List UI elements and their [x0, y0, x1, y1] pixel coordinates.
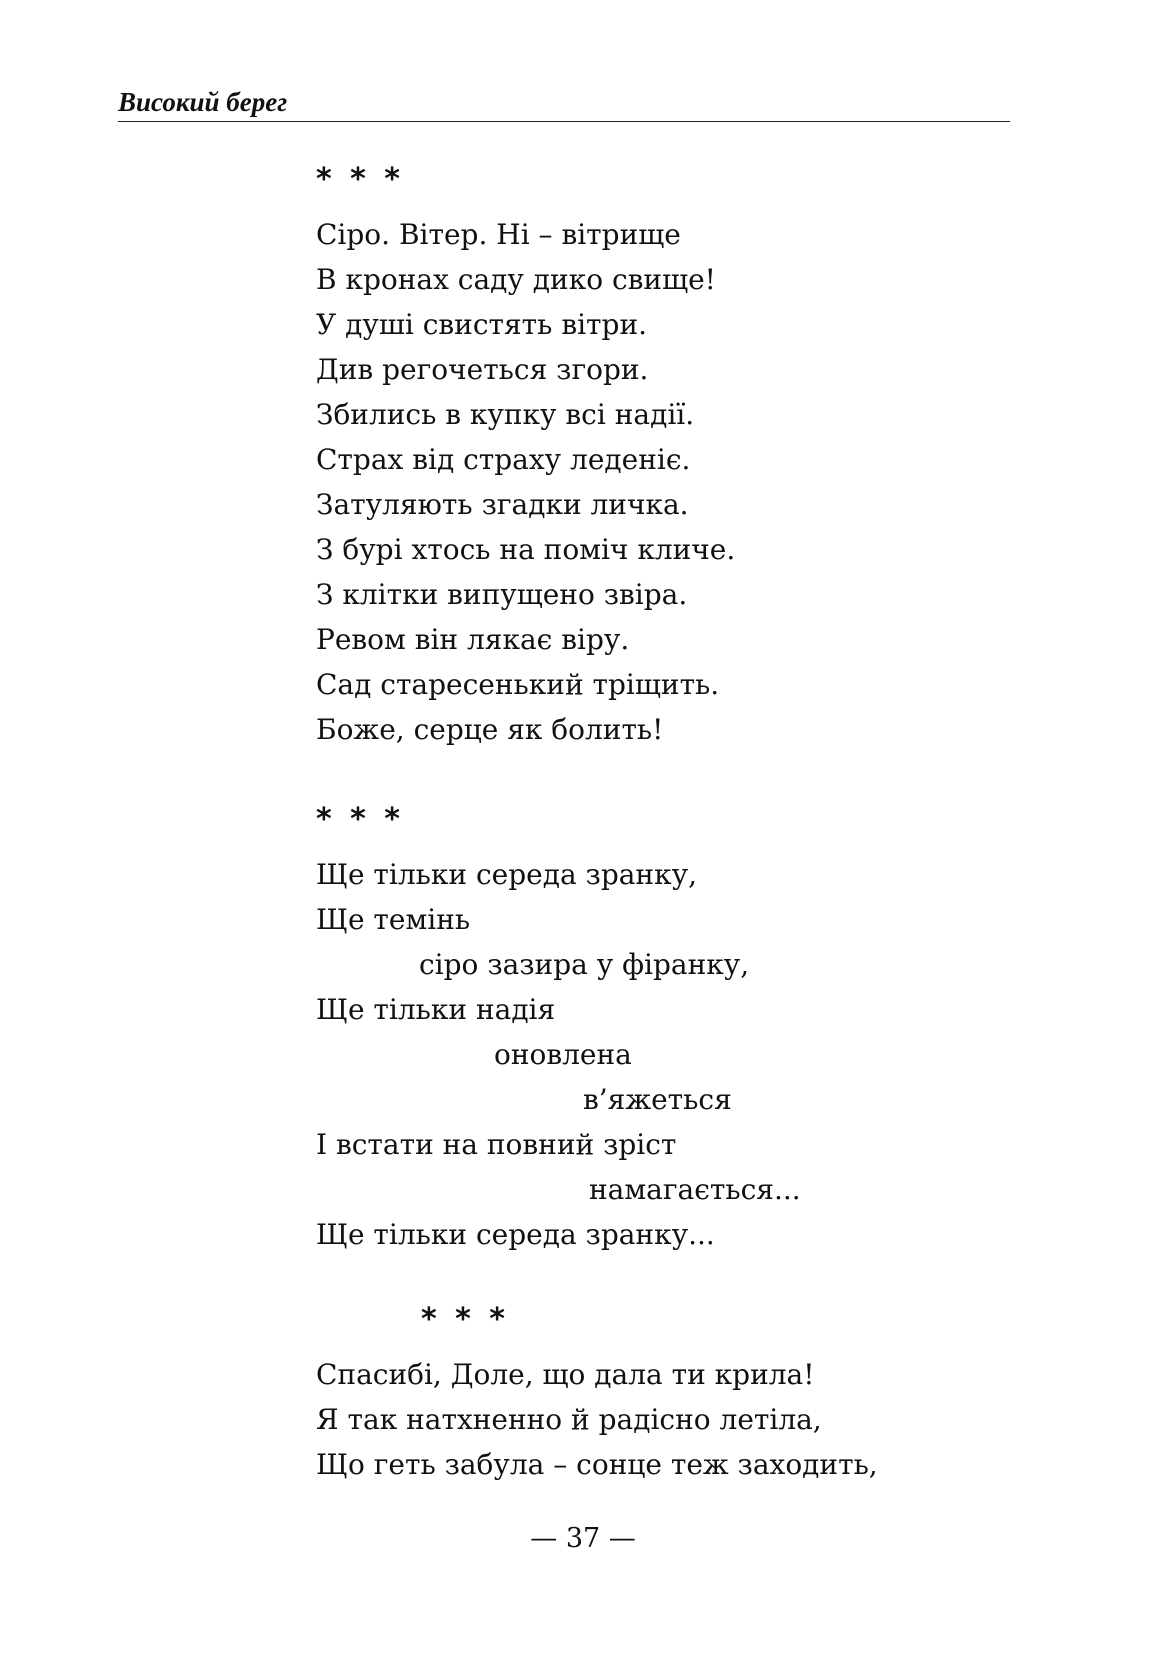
poem-line: Страх від страху леденіє. [316, 443, 691, 476]
poem-line: Сіро. Вітер. Ні – вітрище [316, 218, 681, 251]
poem-line: Сад старесенький тріщить. [316, 668, 720, 701]
poem-line: У душі свистять вітри. [316, 308, 648, 341]
poem-line: Збились в купку всі надії. [316, 398, 695, 431]
poem-line-indented: сіро зазира у фіранку, [419, 948, 750, 981]
poem-line: Боже, серце як болить! [316, 713, 664, 746]
poem-line-indented: оновлена [494, 1038, 632, 1071]
poem-line: Ще тільки надія [316, 993, 556, 1026]
running-title: Високий берег [118, 87, 288, 117]
poem-line: З бурі хтось на поміч кличе. [316, 533, 736, 566]
poem-1 [316, 160, 735, 752]
poem-line: Я так натхненно й радісно летіла, [316, 1403, 822, 1436]
poem-ornament: * * * [316, 162, 404, 197]
poem-line: Ще тільки середа зранку, [316, 858, 697, 891]
page-number: — 37 — [530, 1523, 636, 1554]
poem-line: Що геть забула – сонце теж заходить, [316, 1448, 878, 1481]
poem-line: Див регочеться згори. [316, 353, 649, 386]
poem-2 [316, 800, 801, 1257]
poem-line: Затуляють згадки личка. [316, 488, 689, 521]
poem-line: І встати на повний зріст [316, 1128, 677, 1161]
poem-ornament: * * * [316, 802, 404, 837]
poem-line: З клітки випущено звіра. [316, 578, 688, 611]
poem-line: Ревом він лякає віру. [316, 623, 630, 656]
poem-line: Спасибі, Доле, що дала ти крила! [316, 1358, 815, 1391]
poem-line: В кронах саду дико свище! [316, 263, 716, 296]
poem-line-indented: в’яжеться [583, 1083, 732, 1116]
poem-3 [316, 1300, 878, 1487]
poem-line-indented: намагається... [589, 1173, 801, 1206]
poem-line: Ще темінь [316, 903, 471, 936]
header-rule [118, 121, 1010, 122]
poem-line: Ще тільки середа зранку... [316, 1218, 715, 1251]
poem-ornament: * * * [421, 1302, 509, 1337]
